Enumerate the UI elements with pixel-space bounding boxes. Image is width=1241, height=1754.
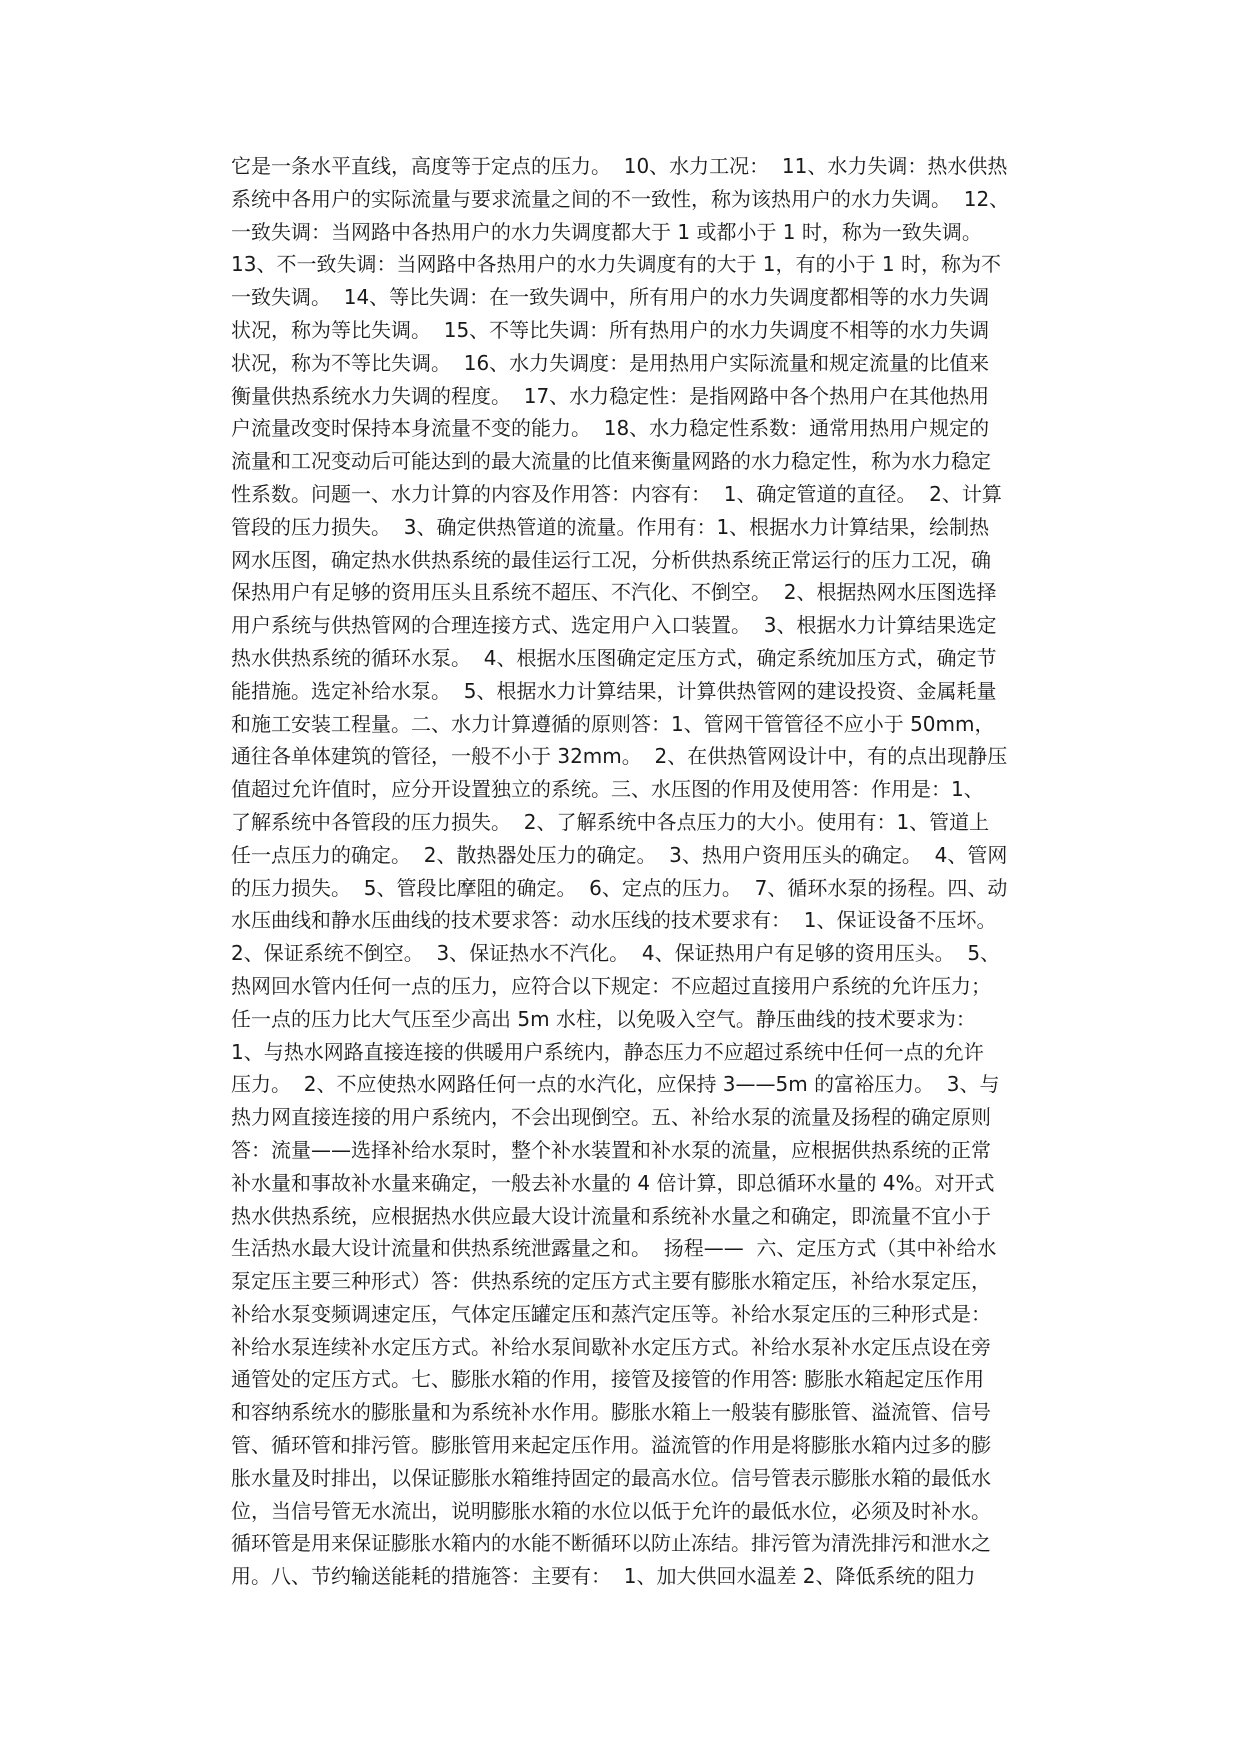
text-line: 衡量供热系统水力失调的程度。 17、水力稳定性：是指网路中各个热用户在其他热用 <box>231 383 990 408</box>
text-line: 位，当信号管无水流出，说明膨胀水箱的水位以低于允许的最低水位，必须及时补水。 <box>231 1498 991 1523</box>
text-line: 任一点的压力比大气压至少高出 5m 水柱，以免吸入空气。静压曲线的技术要求为： <box>231 1006 976 1031</box>
text-line: 用户系统与供热管网的合理连接方式、选定用户入口装置。 3、根据水力计算结果选定 <box>231 613 997 638</box>
text-line: 户流量改变时保持本身流量不变的能力。 18、水力稳定性系数：通常用热用户规定的 <box>231 416 990 441</box>
text-line: 生活热水最大设计流量和供热系统泄露量之和。 扬程—— 六、定压方式（其中补给水 <box>231 1236 997 1261</box>
text-line: 13、不一致失调：当网路中各热用户的水力失调度有的大于 1，有的小于 1 时，称为不 <box>231 252 1001 277</box>
text-line: 补给水泵变频调速定压，气体定压罐定压和蒸汽定压等。补给水泵定压的三种形式是： <box>231 1301 991 1326</box>
text-line: 一致失调。 14、等比失调：在一致失调中，所有用户的水力失调度都相等的水力失调 <box>231 285 990 310</box>
text-line: 答：流量——选择补给水泵时，整个补水装置和补水泵的流量，应根据供热系统的正常 <box>231 1137 991 1162</box>
text-line: 性系数。问题一、水力计算的内容及作用答：内容有： 1、确定管道的直径。 2、计算 <box>231 481 1002 506</box>
text-line: 的压力损失。 5、管段比摩阻的确定。 6、定点的压力。 7、循环水泵的扬程。四、动 <box>231 875 1008 900</box>
text-line: 1、与热水网路直接连接的供暖用户系统内，静态压力不应超过系统中任何一点的允许 <box>231 1039 984 1064</box>
text-line: 和容纳系统水的膨胀量和为系统补水作用。膨胀水箱上一般装有膨胀管、溢流管、信号 <box>231 1400 991 1425</box>
text-line: 状况，称为不等比失调。 16、水力失调度：是用热用户实际流量和规定流量的比值来 <box>231 350 990 375</box>
text-line: 保热用户有足够的资用压头且系统不超压、不汽化、不倒空。 2、根据热网水压图选择 <box>231 580 997 605</box>
text-line: 热力网直接连接的用户系统内，不会出现倒空。五、补给水泵的流量及扬程的确定原则 <box>231 1105 991 1130</box>
text-line: 管、循环管和排污管。膨胀管用来起定压作用。溢流管的作用是将膨胀水箱内过多的膨 <box>231 1433 991 1458</box>
text-line: 任一点压力的确定。 2、散热器处压力的确定。 3、热用户资用压头的确定。 4、管网 <box>231 842 1008 867</box>
text-line: 补水量和事故补水量来确定，一般去补水量的 4 倍计算，即总循环水量的 4%。对开式 <box>231 1170 995 1195</box>
text-line: 系统中各用户的实际流量与要求流量之间的不一致性，称为该热用户的水力失调。 12、 <box>231 186 1010 211</box>
text-line: 水压曲线和静水压曲线的技术要求答：动水压线的技术要求有： 1、保证设备不压坏。 <box>231 908 997 933</box>
text-line: 2、保证系统不倒空。 3、保证热水不汽化。 4、保证热用户有足够的资用压头。 5、 <box>231 941 1001 966</box>
text-line: 压力。 2、不应使热水网路任何一点的水汽化，应保持 3——5m 的富裕压力。 3、与 <box>231 1072 1000 1097</box>
text-line: 一致失调：当网路中各热用户的水力失调度都大于 1 或都小于 1 时，称为一致失调。 <box>231 219 982 244</box>
text-line: 通管处的定压方式。七、膨胀水箱的作用，接管及接管的作用答: 膨胀水箱起定压作用 <box>231 1367 985 1392</box>
text-line: 通往各单体建筑的管径，一般不小于 32mm。 2、在供热管网设计中，有的点出现静压 <box>231 744 1008 769</box>
text-line: 热水供热系统的循环水泵。 4、根据水压图确定定压方式，确定系统加压方式，确定节 <box>231 645 997 670</box>
text-line: 热网回水管内任何一点的压力，应符合以下规定：不应超过直接用户系统的允许压力； <box>231 973 991 998</box>
text-line: 补给水泵连续补水定压方式。补给水泵间歇补水定压方式。补给水泵补水定压点设在旁 <box>231 1334 991 1359</box>
text-line: 网水压图，确定热水供热系统的最佳运行工况，分析供热系统正常运行的压力工况，确 <box>231 547 991 572</box>
text-line: 了解系统中各管段的压力损失。 2、了解系统中各点压力的大小。使用有：1、管道上 <box>231 809 990 834</box>
text-line: 胀水量及时排出，以保证膨胀水箱维持固定的最高水位。信号管表示膨胀水箱的最低水 <box>231 1465 991 1490</box>
body-text <box>231 150 1061 1593</box>
text-line: 值超过允许值时，应分开设置独立的系统。三、水压图的作用及使用答：作用是：1、 <box>231 777 984 802</box>
text-line: 用。八、节约输送能耗的措施答：主要有： 1、加大供回水温差 2、降低系统的阻力 <box>231 1564 976 1589</box>
text-line: 热水供热系统，应根据热水供应最大设计流量和系统补水量之和确定，即流量不宜小于 <box>231 1203 991 1228</box>
text-line: 泵定压主要三种形式）答：供热系统的定压方式主要有膨胀水箱定压，补给水泵定压， <box>231 1269 991 1294</box>
text-line: 流量和工况变动后可能达到的最大流量的比值来衡量网路的水力稳定性，称为水力稳定 <box>231 449 991 474</box>
text-line: 状况，称为等比失调。 15、不等比失调：所有热用户的水力失调度不相等的水力失调 <box>231 317 990 342</box>
text-line: 循环管是用来保证膨胀水箱内的水能不断循环以防止冻结。排污管为清洗排污和泄水之 <box>231 1531 991 1556</box>
text-line: 它是一条水平直线，高度等于定点的压力。 10、水力工况： 11、水力失调：热水供热 <box>231 154 1008 178</box>
text-line: 管段的压力损失。 3、确定供热管道的流量。作用有：1、根据水力计算结果，绘制热 <box>231 514 990 539</box>
text-line: 能措施。选定补给水泵。 5、根据水力计算结果，计算供热管网的建设投资、金属耗量 <box>231 678 997 703</box>
text-line: 和施工安装工程量。二、水力计算遵循的原则答：1、管网干管管径不应小于 50mm， <box>231 711 995 736</box>
